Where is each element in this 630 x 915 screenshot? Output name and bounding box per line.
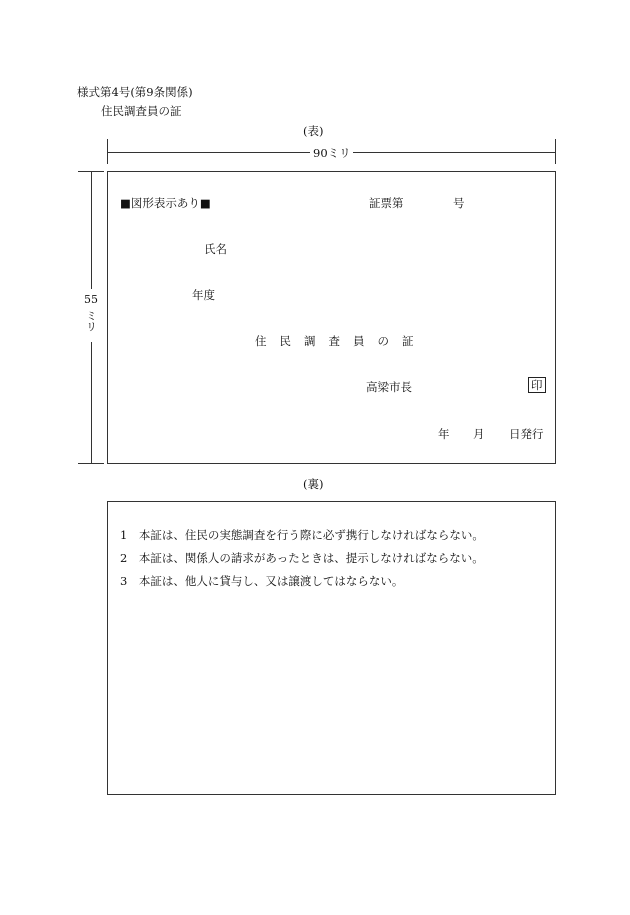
form-number: 様式第4号(第9条関係) bbox=[77, 85, 193, 99]
width-dimension-line-right bbox=[353, 152, 556, 153]
seal-text: 印 bbox=[528, 377, 546, 393]
height-dimension-line-top bbox=[91, 171, 92, 289]
width-dimension-line-left bbox=[107, 152, 310, 153]
name-label: 氏名 bbox=[204, 242, 227, 256]
back-item-2: 2 本証は、関係人の請求があったときは、提示しなければならない。 bbox=[120, 551, 484, 565]
height-dimension-line-bottom bbox=[91, 342, 92, 464]
back-item-1: 1 本証は、住民の実態調査を行う際に必ず携行しなければならない。 bbox=[120, 528, 484, 542]
seal-stamp bbox=[528, 377, 546, 393]
photo-placeholder: ■図形表示あり■ bbox=[120, 196, 211, 210]
form-title: 住民調査員の証 bbox=[101, 104, 182, 118]
issue-day: 日発行 bbox=[509, 427, 544, 441]
width-dimension-label: 90ミリ bbox=[313, 146, 351, 160]
card-title: 住民調査員の証 bbox=[255, 334, 427, 348]
height-dimension-label bbox=[80, 292, 102, 332]
certificate-number-prefix: 証票第 bbox=[369, 196, 404, 210]
issue-year: 年 bbox=[438, 427, 450, 441]
card-front bbox=[107, 171, 556, 464]
year-label: 年度 bbox=[192, 288, 215, 302]
back-item-3: 3 本証は、他人に貸与し、又は譲渡してはならない。 bbox=[120, 574, 404, 588]
height-dimension-number: 55 bbox=[84, 293, 98, 306]
card-back bbox=[107, 501, 556, 795]
height-dimension-unit: ミリ bbox=[84, 310, 98, 332]
front-label: (表) bbox=[303, 124, 324, 138]
issue-month: 月 bbox=[473, 427, 485, 441]
certificate-number-suffix: 号 bbox=[453, 196, 465, 210]
back-label: (裏) bbox=[303, 477, 324, 491]
mayor-label: 高梁市長 bbox=[366, 380, 412, 394]
